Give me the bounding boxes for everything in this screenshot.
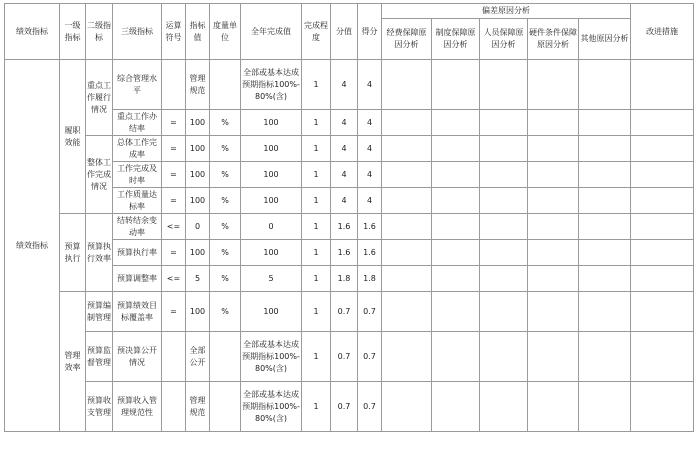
level3-cell: 综合管理水平 <box>113 60 162 110</box>
perf-label-cell: 绩效指标 <box>5 60 60 432</box>
target-cell: 100 <box>186 240 210 266</box>
header-dev-hardware: 硬件条件保障原因分析 <box>528 19 579 60</box>
unit-cell: % <box>210 188 241 214</box>
empty-cell <box>579 188 631 214</box>
target-cell: 100 <box>186 110 210 136</box>
target-cell: 全部公开 <box>186 332 210 382</box>
score-cell: 1.8 <box>358 266 382 292</box>
target-cell: 管理规范 <box>186 60 210 110</box>
level3-cell: 预算执行率 <box>113 240 162 266</box>
annual-cell: 100 <box>241 162 302 188</box>
empty-cell <box>432 110 480 136</box>
degree-cell: 1 <box>302 188 331 214</box>
table-row <box>5 214 694 240</box>
empty-cell <box>579 162 631 188</box>
empty-cell <box>631 110 694 136</box>
level3-cell: 总体工作完成率 <box>113 136 162 162</box>
unit-cell: % <box>210 162 241 188</box>
empty-cell <box>480 292 528 332</box>
score-max-cell: 4 <box>331 110 358 136</box>
empty-cell <box>631 136 694 162</box>
degree-cell: 1 <box>302 292 331 332</box>
operator-cell <box>162 60 186 110</box>
target-cell: 100 <box>186 162 210 188</box>
unit-cell: % <box>210 266 241 292</box>
empty-cell <box>432 292 480 332</box>
empty-cell <box>480 214 528 240</box>
score-max-cell: 0.7 <box>331 382 358 432</box>
empty-cell <box>382 382 432 432</box>
empty-cell <box>528 240 579 266</box>
operator-cell: <= <box>162 266 186 292</box>
score-max-cell: 1.8 <box>331 266 358 292</box>
empty-cell <box>480 332 528 382</box>
target-cell: 5 <box>186 266 210 292</box>
empty-cell <box>382 188 432 214</box>
table-row <box>5 382 694 432</box>
empty-cell <box>480 60 528 110</box>
header-dev-funding: 经费保障原因分析 <box>382 19 432 60</box>
degree-cell: 1 <box>302 240 331 266</box>
empty-cell <box>382 332 432 382</box>
empty-cell <box>382 60 432 110</box>
empty-cell <box>432 60 480 110</box>
unit-cell <box>210 382 241 432</box>
level2-cell: 预算监督管理 <box>86 332 113 382</box>
empty-cell <box>631 266 694 292</box>
unit-cell: % <box>210 214 241 240</box>
empty-cell <box>631 332 694 382</box>
empty-cell <box>432 136 480 162</box>
unit-cell <box>210 332 241 382</box>
empty-cell <box>480 188 528 214</box>
header-dev-staff: 人员保障原因分析 <box>480 19 528 60</box>
empty-cell <box>432 214 480 240</box>
table-row <box>5 60 694 110</box>
score-max-cell: 4 <box>331 60 358 110</box>
empty-cell <box>579 110 631 136</box>
annual-cell: 全部或基本达成预期指标100%-80%(含) <box>241 382 302 432</box>
empty-cell <box>432 188 480 214</box>
empty-cell <box>631 292 694 332</box>
empty-cell <box>579 332 631 382</box>
score-max-cell: 0.7 <box>331 292 358 332</box>
target-cell: 100 <box>186 188 210 214</box>
score-cell: 0.7 <box>358 382 382 432</box>
operator-cell: = <box>162 292 186 332</box>
empty-cell <box>382 136 432 162</box>
target-cell: 0 <box>186 214 210 240</box>
level2-cell: 预算执行效率 <box>86 214 113 292</box>
unit-cell: % <box>210 136 241 162</box>
empty-cell <box>432 382 480 432</box>
empty-cell <box>579 292 631 332</box>
annual-cell: 100 <box>241 110 302 136</box>
empty-cell <box>480 240 528 266</box>
empty-cell <box>579 240 631 266</box>
header-level1: 一级指标 <box>60 4 86 60</box>
empty-cell <box>480 382 528 432</box>
annual-cell: 全部或基本达成预期指标100%-80%(含) <box>241 60 302 110</box>
score-cell: 1.6 <box>358 240 382 266</box>
score-cell: 4 <box>358 60 382 110</box>
header-deviation-group: 偏差原因分析 <box>382 4 631 19</box>
level3-cell: 预算调整率 <box>113 266 162 292</box>
empty-cell <box>382 240 432 266</box>
header-perf: 绩效指标 <box>5 4 60 60</box>
empty-cell <box>631 162 694 188</box>
header-dev-other: 其他原因分析 <box>579 19 631 60</box>
header-dev-system: 制度保障原因分析 <box>432 19 480 60</box>
empty-cell <box>382 214 432 240</box>
header-improvement: 改进措施 <box>631 4 694 60</box>
degree-cell: 1 <box>302 266 331 292</box>
score-cell: 1.6 <box>358 214 382 240</box>
empty-cell <box>528 332 579 382</box>
score-cell: 0.7 <box>358 292 382 332</box>
empty-cell <box>579 382 631 432</box>
empty-cell <box>579 60 631 110</box>
empty-cell <box>528 162 579 188</box>
level3-cell: 预决算公开情况 <box>113 332 162 382</box>
annual-cell: 100 <box>241 136 302 162</box>
header-score: 得分 <box>358 4 382 60</box>
empty-cell <box>579 214 631 240</box>
degree-cell: 1 <box>302 332 331 382</box>
annual-cell: 全部或基本达成预期指标100%-80%(含) <box>241 332 302 382</box>
operator-cell: = <box>162 162 186 188</box>
empty-cell <box>528 292 579 332</box>
empty-cell <box>631 60 694 110</box>
operator-cell <box>162 382 186 432</box>
operator-cell: <= <box>162 214 186 240</box>
score-cell: 4 <box>358 110 382 136</box>
score-max-cell: 4 <box>331 162 358 188</box>
annual-cell: 100 <box>241 240 302 266</box>
annual-cell: 5 <box>241 266 302 292</box>
header-unit: 度量单位 <box>210 4 241 60</box>
empty-cell <box>432 266 480 292</box>
target-cell: 100 <box>186 292 210 332</box>
empty-cell <box>432 332 480 382</box>
score-max-cell: 0.7 <box>331 332 358 382</box>
score-max-cell: 1.6 <box>331 214 358 240</box>
level3-cell: 工作完成及时率 <box>113 162 162 188</box>
level3-cell: 工作质量达标率 <box>113 188 162 214</box>
empty-cell <box>382 162 432 188</box>
operator-cell: = <box>162 110 186 136</box>
empty-cell <box>480 162 528 188</box>
empty-cell <box>631 214 694 240</box>
empty-cell <box>631 382 694 432</box>
header-score-max: 分值 <box>331 4 358 60</box>
operator-cell: = <box>162 240 186 266</box>
score-cell: 4 <box>358 162 382 188</box>
empty-cell <box>579 266 631 292</box>
header-target: 指标值 <box>186 4 210 60</box>
table-row <box>5 292 694 332</box>
table-row <box>5 332 694 382</box>
degree-cell: 1 <box>302 162 331 188</box>
operator-cell: = <box>162 188 186 214</box>
score-cell: 4 <box>358 188 382 214</box>
target-cell: 管理规范 <box>186 382 210 432</box>
header-degree: 完成程度 <box>302 4 331 60</box>
empty-cell <box>631 240 694 266</box>
annual-cell: 100 <box>241 188 302 214</box>
annual-cell: 0 <box>241 214 302 240</box>
degree-cell: 1 <box>302 214 331 240</box>
level1-cell: 管理效率 <box>60 292 86 432</box>
unit-cell <box>210 60 241 110</box>
degree-cell: 1 <box>302 60 331 110</box>
unit-cell: % <box>210 110 241 136</box>
degree-cell: 1 <box>302 110 331 136</box>
operator-cell <box>162 332 186 382</box>
performance-table <box>4 3 694 432</box>
level3-cell: 预算收入管理规范性 <box>113 382 162 432</box>
unit-cell: % <box>210 292 241 332</box>
level2-cell: 重点工作履行情况 <box>86 60 113 136</box>
score-max-cell: 4 <box>331 136 358 162</box>
header-level2: 二级指标 <box>86 4 113 60</box>
empty-cell <box>382 110 432 136</box>
empty-cell <box>528 60 579 110</box>
level3-cell: 重点工作办结率 <box>113 110 162 136</box>
empty-cell <box>528 382 579 432</box>
level2-cell: 预算收支管理 <box>86 382 113 432</box>
empty-cell <box>579 136 631 162</box>
annual-cell: 100 <box>241 292 302 332</box>
table-row <box>5 136 694 162</box>
empty-cell <box>480 110 528 136</box>
degree-cell: 1 <box>302 382 331 432</box>
header-level3: 三级指标 <box>113 4 162 60</box>
empty-cell <box>528 188 579 214</box>
level3-cell: 结转结余变动率 <box>113 214 162 240</box>
empty-cell <box>382 292 432 332</box>
target-cell: 100 <box>186 136 210 162</box>
score-cell: 4 <box>358 136 382 162</box>
degree-cell: 1 <box>302 136 331 162</box>
level1-cell: 履职效能 <box>60 60 86 214</box>
empty-cell <box>480 266 528 292</box>
empty-cell <box>480 136 528 162</box>
level2-cell: 预算编制管理 <box>86 292 113 332</box>
level3-cell: 预算绩效目标覆盖率 <box>113 292 162 332</box>
empty-cell <box>528 266 579 292</box>
score-max-cell: 1.6 <box>331 240 358 266</box>
empty-cell <box>382 266 432 292</box>
empty-cell <box>528 214 579 240</box>
empty-cell <box>528 110 579 136</box>
score-cell: 0.7 <box>358 332 382 382</box>
empty-cell <box>432 162 480 188</box>
operator-cell: = <box>162 136 186 162</box>
level1-cell: 预算执行 <box>60 214 86 292</box>
level2-cell: 整体工作完成情况 <box>86 136 113 214</box>
score-max-cell: 4 <box>331 188 358 214</box>
header-annual: 全年完成值 <box>241 4 302 60</box>
unit-cell: % <box>210 240 241 266</box>
empty-cell <box>528 136 579 162</box>
empty-cell <box>432 240 480 266</box>
header-operator: 运算符号 <box>162 4 186 60</box>
empty-cell <box>631 188 694 214</box>
header-row-1 <box>5 4 694 19</box>
